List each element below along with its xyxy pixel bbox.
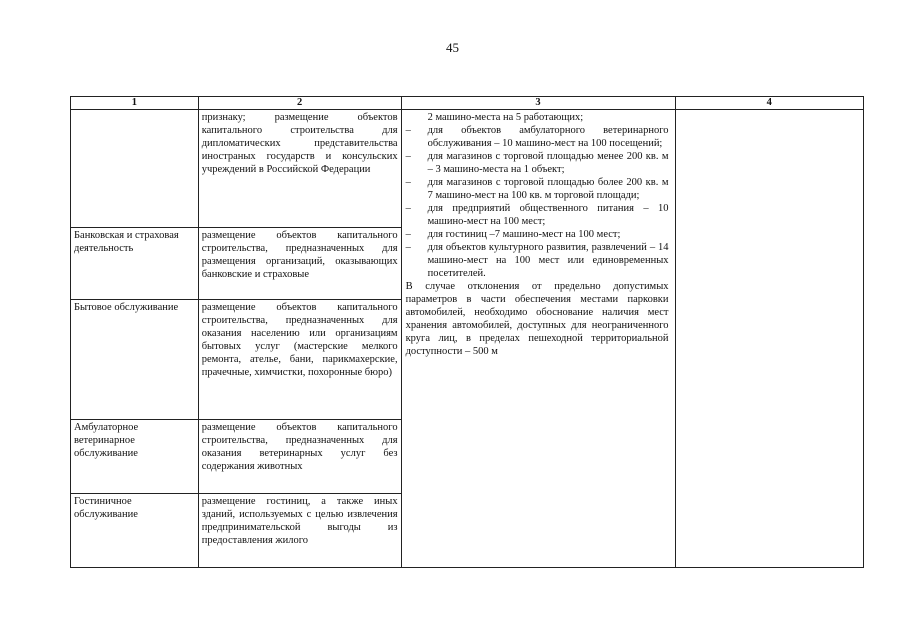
row-description-cell: размещение гостиниц, а также иных зданий, используемых с целью извлечения предпринимательской выгоды из предоставления жилого <box>198 494 401 568</box>
row-description-cell: признаку; размещение объектов капитального строительства для дипломатических представительства иностраных государств и консульских учреждений в Российской Федерации <box>198 110 401 228</box>
header-col-4: 4 <box>675 97 863 110</box>
parking-norm-text: для магазинов с торговой площадью более 200 кв. м 7 машино-мест на 100 кв. м торговой площади; <box>427 177 669 201</box>
row-name-cell: Амбулаторное ветеринарное обслуживание <box>71 420 199 494</box>
parking-norm-text: для объектов амбулаторного ветеринарного обслуживания – 10 машино-мест на 100 посещений; <box>427 125 669 149</box>
row-name-cell: Бытовое обслуживание <box>71 300 199 420</box>
parking-norm-text: для предприятий общественного питания – 10 машино-мест на 100 мест; <box>427 203 669 227</box>
bullet-marker: – <box>405 151 411 162</box>
list-item <box>406 176 669 202</box>
bullet-marker: – <box>405 203 411 214</box>
empty-col-4-cell <box>675 110 863 568</box>
parking-norm-text: для гостиниц –7 машино-мест на 100 мест; <box>427 229 621 240</box>
table-header-row <box>71 97 864 110</box>
list-item <box>406 150 669 176</box>
deviation-paragraph: В случае отклонения от предельно допустимых параметров в части обеспечения местами парковки автомобилей, необходимо обоснование наличия мест хранения автомобилей, доступных для неограниченного круга лиц, в пределах пешеходной территориальной доступности – 500 м <box>405 281 669 357</box>
list-item <box>406 124 669 150</box>
parking-norm-text: для магазинов с торговой площадью менее 200 кв. м – 3 машино-места на 1 объект; <box>427 151 669 175</box>
row-description-cell: размещение объектов капитального строительства, предназначенных для размещения организаций, оказывающих банковские и страховые <box>198 228 401 300</box>
row-description-cell: размещение объектов капитального строительства, предназначенных для оказания ветеринарных услуг без содержания животных <box>198 420 401 494</box>
zoning-table <box>70 96 864 568</box>
row-name-cell <box>71 110 199 228</box>
list-item <box>406 241 669 280</box>
list-item <box>406 228 669 241</box>
header-col-1: 1 <box>71 97 199 110</box>
header-col-2: 2 <box>198 97 401 110</box>
row-name-cell: Банковская и страховая деятельность <box>71 228 199 300</box>
parking-norms-cell <box>401 110 675 568</box>
bullet-marker: – <box>405 177 411 188</box>
page-number: 45 <box>446 40 459 55</box>
table-row <box>71 110 864 228</box>
bullet-marker: – <box>405 229 411 240</box>
row-name-cell: Гостиничное обслуживание <box>71 494 199 568</box>
parking-norm-text: для объектов культурного развития, развлечений – 14 машино-мест на 100 мест или единовременных посетителей. <box>427 242 669 279</box>
bullet-marker: – <box>405 242 411 253</box>
list-item <box>406 202 669 228</box>
parking-first-line: 2 машино-места на 5 работающих; <box>427 112 584 123</box>
header-col-3: 3 <box>401 97 675 110</box>
row-description-cell: размещение объектов капитального строительства, предназначенных для оказания населению или организациям бытовых услуг (мастерские мелкого ремонта, ателье, бани, парикмахерские, прачечные, химчистки, похоронные бюро) <box>198 300 401 420</box>
bullet-marker: – <box>405 125 411 136</box>
